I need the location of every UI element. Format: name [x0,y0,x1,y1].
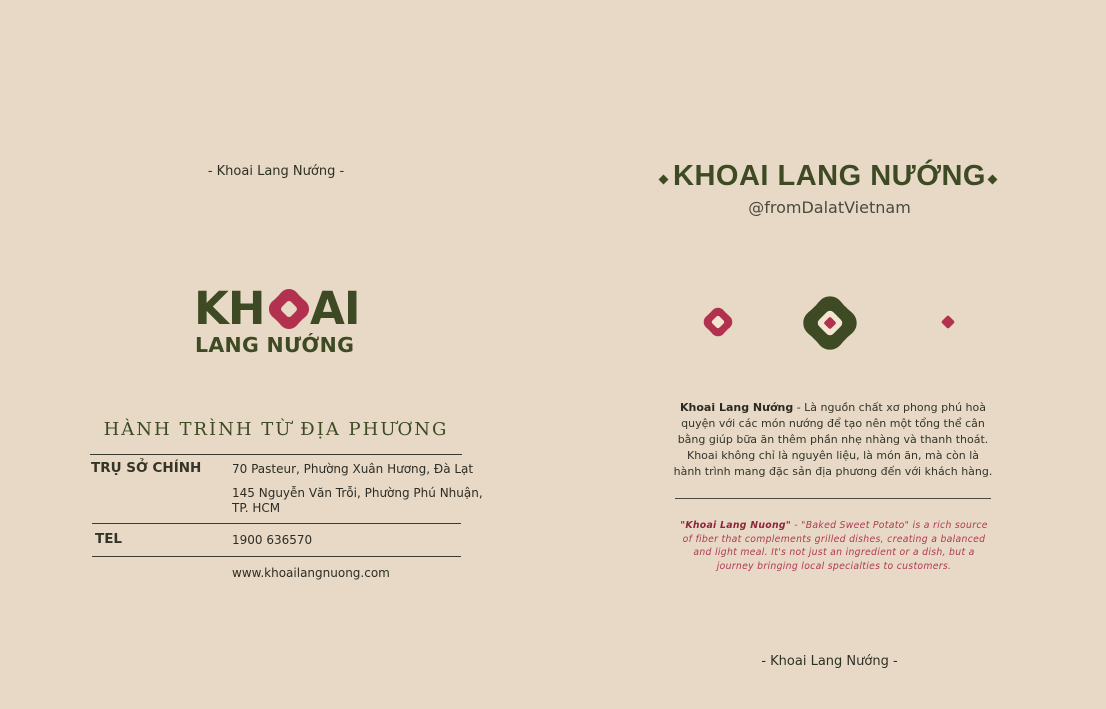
brand-logo [194,283,374,363]
en-brand-name: "Khoai Lang Nuong" [680,520,791,531]
social-handle: @fromDalatVietnam [748,198,911,217]
vi-brand-name: Khoai Lang Nướng [680,401,794,414]
divider-top [90,454,462,455]
address-1: 70 Pasteur, Phường Xuân Hương, Đà Lạt [232,462,474,476]
tel-value: 1900 636570 [232,533,313,547]
logo-subtitle: LANG NƯỚNG [195,333,355,357]
tel-label: TEL [95,531,123,547]
website-link[interactable]: www.khoailangnuong.com [232,566,390,580]
flower-large-green-icon [802,295,858,351]
en-body: - "Baked Sweet Potato" is a rich source of fiber that complements grilled dishes, creating a balanced and light meal. It's not just an ingredient or a dish, but a journey bringing local specialties to customers. [682,520,988,572]
divider-bottom [92,556,461,557]
right-page-title: KHOAI LANG NƯỚNG [673,160,986,192]
english-description [678,519,990,573]
hq-label: TRỤ SỞ CHÍNH [91,460,202,476]
vietnamese-description [672,400,994,480]
divider-right [675,498,991,499]
right-page-tag: - Khoai Lang Nướng - [761,654,898,669]
divider-middle [92,523,461,524]
logo-flower-o-icon [268,288,310,330]
address-2-line1: 145 Nguyễn Văn Trỗi, Phường Phú Nhuận, [232,486,483,500]
logo-kh-text: KH [194,282,265,335]
diamond-small-red-icon [941,315,955,329]
flower-small-red-icon [703,307,733,337]
vi-body: - Là nguồn chất xơ phong phú hoà quyện với các món nướng để tạo nên một tổng thể cân bằng giúp bữa ăn thêm phần nhẹ nhàng và thanh thoát. Khoai không chỉ là nguyên liệu, là món ăn, mà còn là hành trình mang đặc sản địa phương đến với khách hàng. [673,401,993,478]
logo-ai-text: AI [310,282,360,335]
address-2-line2: TP. HCM [232,501,281,515]
journey-title: HÀNH TRÌNH TỪ ĐỊA PHƯƠNG [103,419,449,440]
left-page-tag: - Khoai Lang Nướng - [207,164,345,179]
